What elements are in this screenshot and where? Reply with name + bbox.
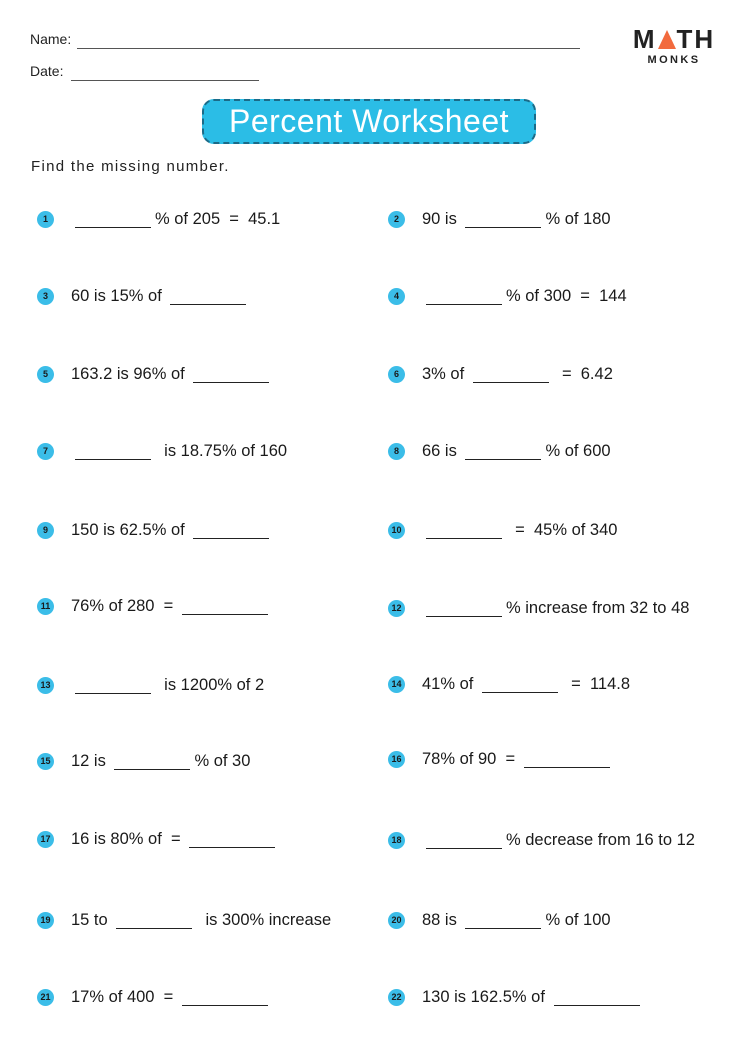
date-field[interactable] — [71, 80, 259, 81]
question-item — [37, 518, 273, 542]
question-number-badge: 13 — [37, 677, 54, 694]
answer-blank[interactable] — [75, 442, 151, 460]
question-text-after: is 300% increase — [196, 910, 332, 929]
question-item — [388, 985, 644, 1009]
question-item — [37, 207, 280, 231]
question-text-before: 78% of 90 = — [422, 749, 520, 768]
question-item — [388, 207, 611, 231]
question-number-badge: 16 — [388, 751, 405, 768]
instructions: Find the missing number. — [31, 158, 230, 175]
question-item — [37, 985, 272, 1009]
question-item — [388, 747, 614, 771]
question-number-badge: 9 — [37, 522, 54, 539]
question-item — [388, 439, 611, 463]
question-text-before: 130 is 162.5% of — [422, 987, 550, 1006]
question-number-badge: 1 — [37, 211, 54, 228]
question-text-before: 3% of — [422, 364, 469, 383]
answer-blank[interactable] — [182, 597, 268, 615]
question-text-before: 17% of 400 = — [71, 987, 178, 1006]
question-number-badge: 19 — [37, 912, 54, 929]
answer-blank[interactable] — [465, 911, 541, 929]
question-text-after: % of 30 — [194, 751, 251, 770]
question-number-badge: 3 — [37, 288, 54, 305]
question-item — [388, 672, 630, 696]
logo-text-right: TH — [676, 24, 716, 54]
question-text-before: 16 is 80% of = — [71, 829, 186, 848]
question-number-badge: 7 — [37, 443, 54, 460]
answer-blank[interactable] — [193, 521, 269, 539]
answer-blank[interactable] — [116, 911, 192, 929]
answer-blank[interactable] — [426, 831, 502, 849]
question-text-before: 60 is 15% of — [71, 286, 167, 305]
triangle-icon — [658, 30, 676, 49]
question-text-after: % of 300 = 144 — [506, 286, 627, 305]
page-title: Percent Worksheet — [202, 99, 536, 144]
answer-blank[interactable] — [465, 210, 541, 228]
date-label: Date: — [30, 63, 64, 79]
question-text-before: 88 is — [422, 910, 462, 929]
question-item — [388, 828, 695, 852]
question-number-badge: 6 — [388, 366, 405, 383]
answer-blank[interactable] — [465, 442, 541, 460]
question-item — [37, 749, 250, 773]
answer-blank[interactable] — [75, 210, 151, 228]
answer-blank[interactable] — [114, 752, 190, 770]
name-label: Name: — [30, 31, 72, 47]
question-item — [37, 284, 250, 308]
question-item — [388, 596, 689, 620]
answer-blank[interactable] — [524, 750, 610, 768]
question-text-after: % of 180 — [545, 209, 611, 228]
question-text-after: = 6.42 — [552, 364, 613, 383]
logo-subtext: MONKS — [647, 54, 701, 66]
question-text-after: % of 205 = 45.1 — [155, 209, 281, 228]
question-number-badge: 20 — [388, 912, 405, 929]
question-text-after: % decrease from 16 to 12 — [506, 830, 695, 849]
answer-blank[interactable] — [426, 521, 502, 539]
question-number-badge: 17 — [37, 831, 54, 848]
question-number-badge: 14 — [388, 676, 405, 693]
question-text-after: = 114.8 — [561, 674, 631, 693]
answer-blank[interactable] — [189, 830, 275, 848]
question-text-after: is 18.75% of 160 — [155, 441, 288, 460]
math-monks-logo — [632, 26, 716, 66]
question-item — [37, 908, 331, 932]
question-item — [37, 362, 273, 386]
question-text-before: 41% of — [422, 674, 478, 693]
question-item — [388, 518, 617, 542]
answer-blank[interactable] — [426, 287, 502, 305]
question-number-badge: 15 — [37, 753, 54, 770]
answer-blank[interactable] — [182, 988, 268, 1006]
name-field[interactable] — [77, 48, 580, 49]
question-item — [388, 284, 627, 308]
question-text-after: % of 100 — [545, 910, 611, 929]
question-number-badge: 2 — [388, 211, 405, 228]
answer-blank[interactable] — [193, 365, 269, 383]
question-number-badge: 4 — [388, 288, 405, 305]
question-text-before: 12 is — [71, 751, 111, 770]
question-number-badge: 10 — [388, 522, 405, 539]
question-number-badge: 11 — [37, 598, 54, 615]
answer-blank[interactable] — [426, 599, 502, 617]
question-text-after: is 1200% of 2 — [155, 675, 265, 694]
answer-blank[interactable] — [75, 676, 151, 694]
answer-blank[interactable] — [554, 988, 640, 1006]
question-item — [37, 594, 272, 618]
question-item — [388, 908, 611, 932]
question-item — [37, 827, 279, 851]
question-number-badge: 21 — [37, 989, 54, 1006]
question-text-before: 76% of 280 = — [71, 596, 178, 615]
question-number-badge: 22 — [388, 989, 405, 1006]
question-text-after: % of 600 — [545, 441, 611, 460]
question-number-badge: 18 — [388, 832, 405, 849]
logo-text-left: M — [632, 24, 657, 54]
question-number-badge: 5 — [37, 366, 54, 383]
question-text-before: 66 is — [422, 441, 462, 460]
question-text-before: 90 is — [422, 209, 462, 228]
question-text-after: % increase from 32 to 48 — [506, 598, 690, 617]
answer-blank[interactable] — [170, 287, 246, 305]
question-item — [37, 673, 264, 697]
question-item — [37, 439, 287, 463]
question-number-badge: 8 — [388, 443, 405, 460]
question-item — [388, 362, 613, 386]
answer-blank[interactable] — [473, 365, 549, 383]
answer-blank[interactable] — [482, 675, 558, 693]
question-text-before: 163.2 is 96% of — [71, 364, 190, 383]
question-text-after: = 45% of 340 — [506, 520, 618, 539]
question-text-before: 15 to — [71, 910, 113, 929]
question-number-badge: 12 — [388, 600, 405, 617]
question-text-before: 150 is 62.5% of — [71, 520, 190, 539]
